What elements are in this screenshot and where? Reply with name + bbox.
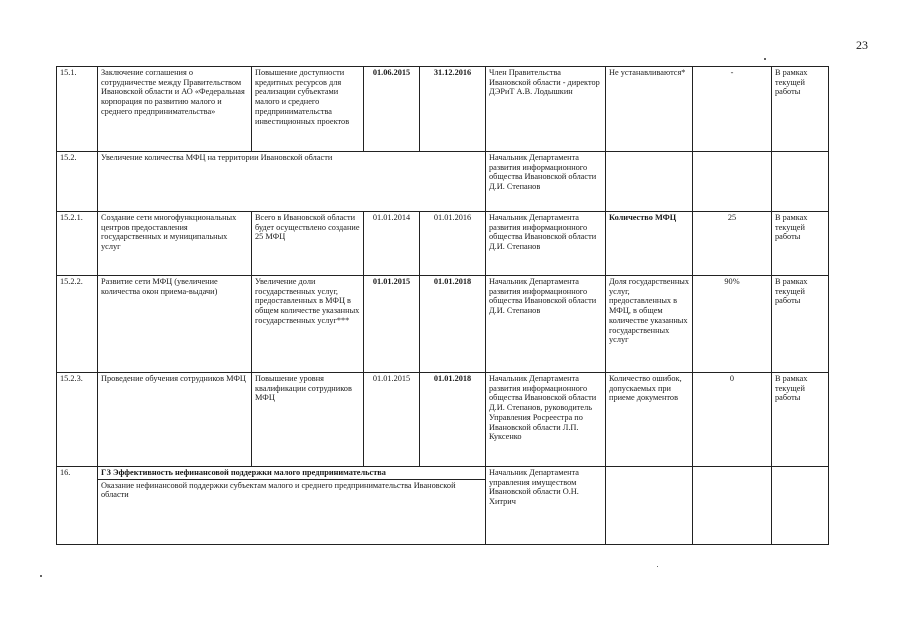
action-cell: Заключение соглашения о сотрудничестве между Правительством Ивановской области и АО «Федеральная корпорация по развитию малого и среднего предпринимательства» xyxy=(98,67,252,152)
section-cell xyxy=(98,467,486,545)
section-heading: ГЗ Эффективность нефинансовой поддержки малого предпринимательства xyxy=(98,467,485,480)
value-cell: 90% xyxy=(693,276,772,373)
table-row xyxy=(57,467,829,545)
result-cell: Всего в Ивановской области будет осуществлено создание 25 МФЦ xyxy=(252,212,364,276)
end-date-cell: 01.01.2018 xyxy=(420,373,486,467)
indicator-cell xyxy=(606,152,693,212)
indicator-cell: Количество ошибок, допускаемых при приеме документов xyxy=(606,373,693,467)
table-row xyxy=(57,276,829,373)
end-date-cell: 31.12.2016 xyxy=(420,67,486,152)
responsible-cell: Начальник Департамента развития информационного общества Ивановской области Д.И. Степанов xyxy=(486,276,606,373)
result-cell: Увеличение доли государственных услуг, предоставленных в МФЦ в общем количестве указанных государственных услуг*** xyxy=(252,276,364,373)
value-cell: 0 xyxy=(693,373,772,467)
responsible-cell: Начальник Департамента управления имуществом Ивановской области О.Н. Хитрич xyxy=(486,467,606,545)
page-number: 23 xyxy=(856,38,868,52)
indicator-cell: Доля государственных услуг, предоставленных в МФЦ, в общем количестве указанных государственных услуг xyxy=(606,276,693,373)
responsible-cell: Начальник Департамента развития информационного общества Ивановской области Д.И. Степанов xyxy=(486,152,606,212)
funding-cell: В рамках текущей работы xyxy=(772,373,829,467)
action-cell: Создание сети многофункциональных центров предоставления государственных и муниципальных услуг xyxy=(98,212,252,276)
funding-cell: В рамках текущей работы xyxy=(772,212,829,276)
responsible-cell: Член Правительства Ивановской области - директор ДЭРиТ А.В. Лодышкин xyxy=(486,67,606,152)
funding-cell: В рамках текущей работы xyxy=(772,276,829,373)
indicator-cell: Не устанавливаются* xyxy=(606,67,693,152)
action-cell: Увеличение количества МФЦ на территории Ивановской области xyxy=(98,152,486,212)
row-number: 15.2. xyxy=(57,152,98,212)
scan-speck xyxy=(764,58,766,60)
table-row xyxy=(57,67,829,152)
responsible-cell: Начальник Департамента развития информационного общества Ивановской области Д.И. Степанов xyxy=(486,212,606,276)
value-cell xyxy=(693,467,772,545)
start-date-cell: 01.01.2015 xyxy=(364,373,420,467)
value-cell: - xyxy=(693,67,772,152)
row-number: 16. xyxy=(57,467,98,545)
action-cell: Проведение обучения сотрудников МФЦ xyxy=(98,373,252,467)
row-number: 15.2.1. xyxy=(57,212,98,276)
action-cell: Развитие сети МФЦ (увеличение количества окон приема-выдачи) xyxy=(98,276,252,373)
row-number: 15.1. xyxy=(57,67,98,152)
value-cell xyxy=(693,152,772,212)
row-number: 15.2.2. xyxy=(57,276,98,373)
table-row xyxy=(57,212,829,276)
indicator-cell xyxy=(606,467,693,545)
start-date-cell: 01.01.2014 xyxy=(364,212,420,276)
funding-cell xyxy=(772,467,829,545)
start-date-cell: 01.06.2015 xyxy=(364,67,420,152)
end-date-cell: 01.01.2016 xyxy=(420,212,486,276)
funding-cell xyxy=(772,152,829,212)
table-row xyxy=(57,373,829,467)
start-date-cell: 01.01.2015 xyxy=(364,276,420,373)
responsible-cell: Начальник Департамента развития информационного общества Ивановской области Д.И. Степанов, руководитель Управления Росреестра по Ивановской области Л.П. Куксенко xyxy=(486,373,606,467)
action-cell: Оказание нефинансовой поддержки субъектам малого и среднего предпринимательства Ивановской области xyxy=(101,480,456,500)
end-date-cell: 01.01.2018 xyxy=(420,276,486,373)
indicator-cell: Количество МФЦ xyxy=(606,212,693,276)
scan-speck xyxy=(657,566,658,567)
result-cell: Повышение уровня квалификации сотрудников МФЦ xyxy=(252,373,364,467)
funding-cell: В рамках текущей работы xyxy=(772,67,829,152)
scan-speck xyxy=(40,575,42,577)
result-cell: Повышение доступности кредитных ресурсов для реализации субъектами малого и среднего предпринимательства инвестиционных проектов xyxy=(252,67,364,152)
value-cell: 25 xyxy=(693,212,772,276)
row-number: 15.2.3. xyxy=(57,373,98,467)
table-row xyxy=(57,152,829,212)
measures-table xyxy=(56,66,829,545)
